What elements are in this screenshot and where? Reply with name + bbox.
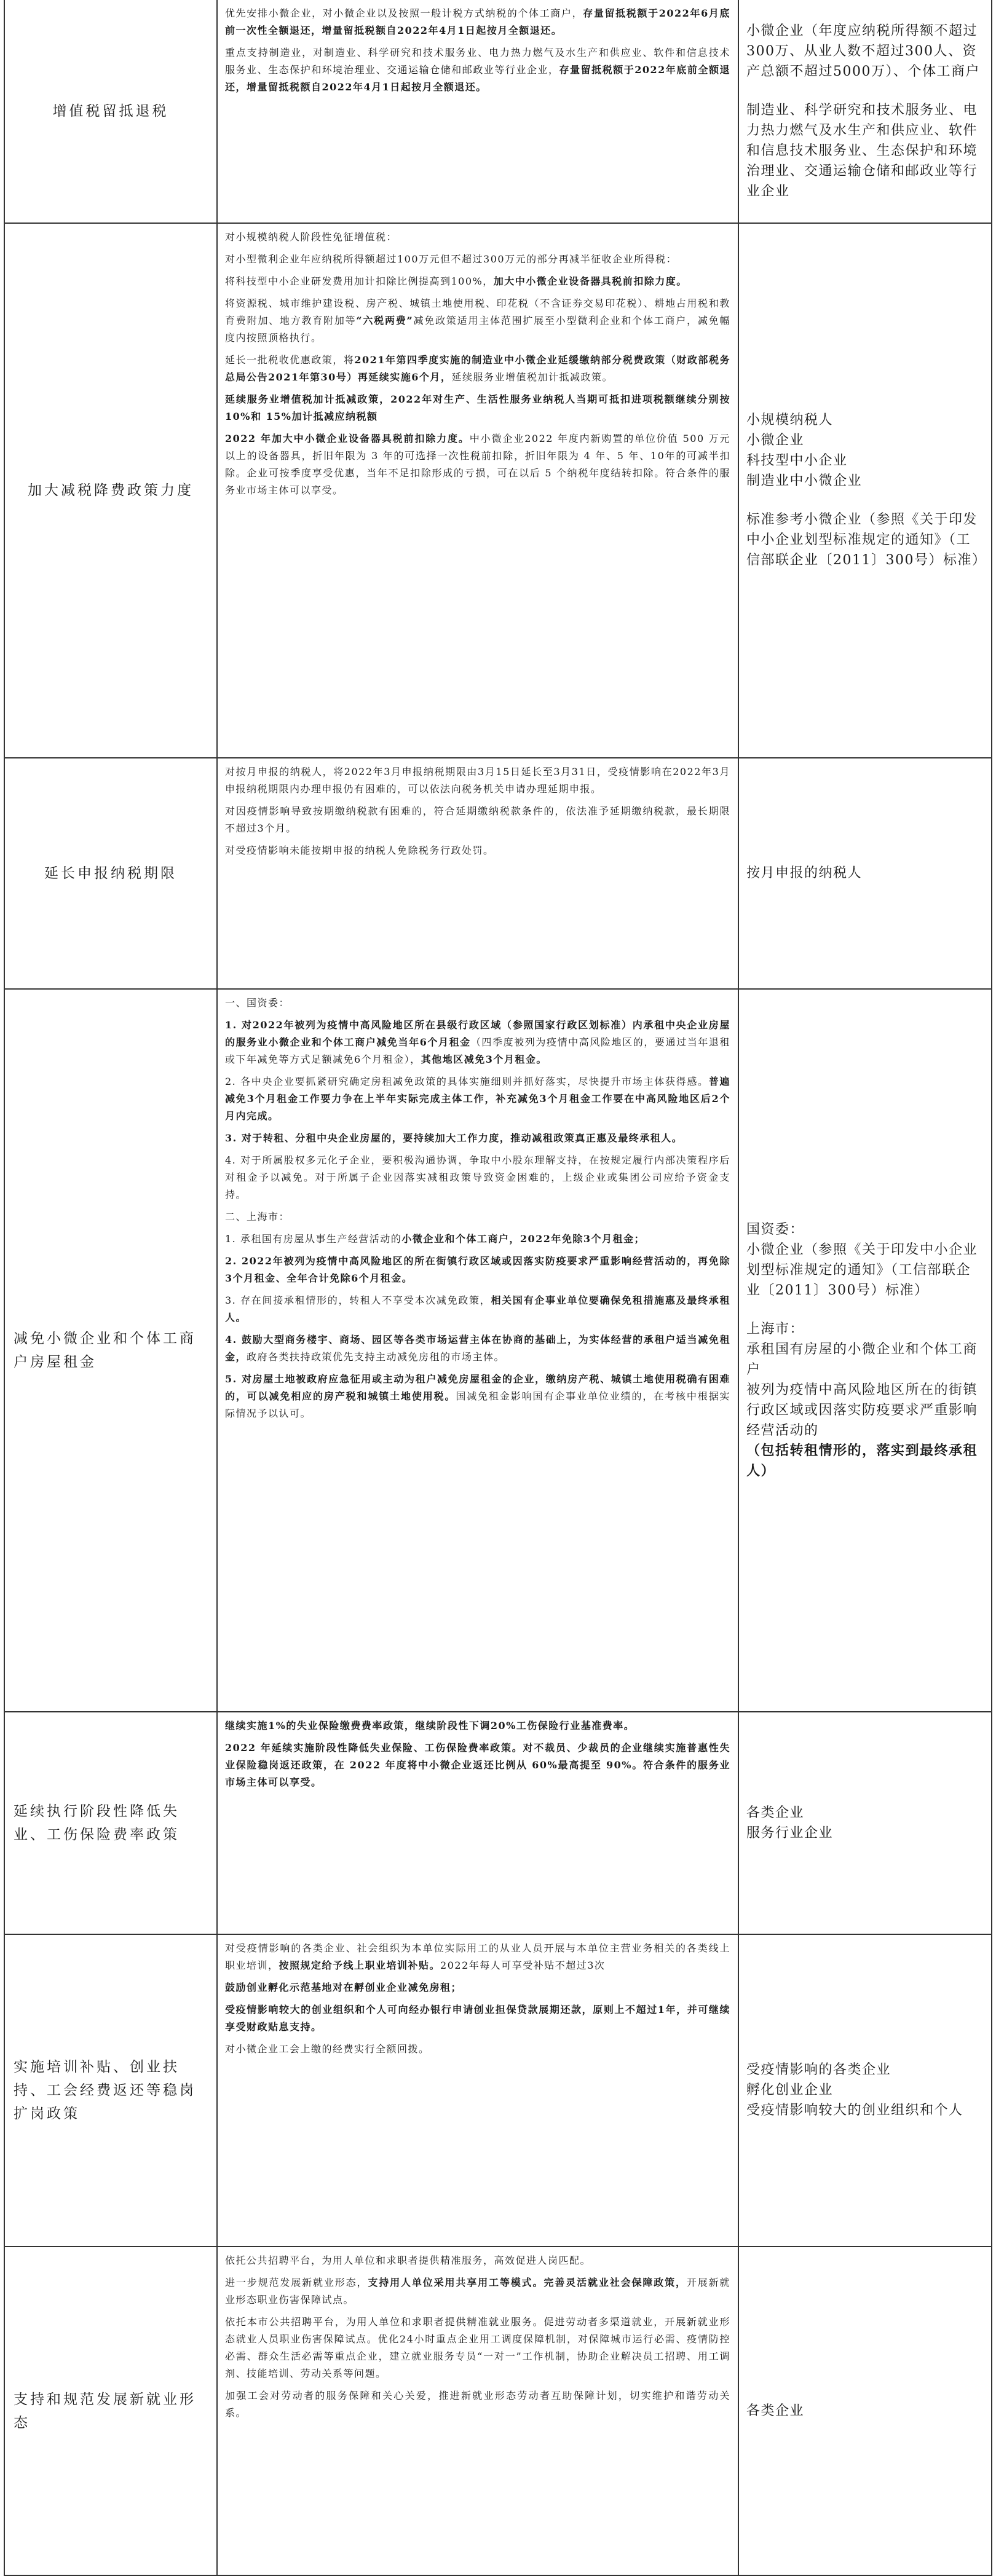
- policy-paragraph: [225, 1331, 730, 1366]
- policy-text: 对受疫情影响未能按期申报的纳税人免除税务行政处罚。: [225, 844, 494, 856]
- target-line: [746, 82, 984, 100]
- policy-text-bold: 普遍减免3个月租金工作要力争在上半年实际完成主体工作，补充减免3个月租金工作要在中高风险地区后2个月内完成。: [225, 1075, 730, 1122]
- policy-text-bold: 受疫情影响较大的创业组织和个人可向经办银行申请创业担保贷款展期还款，原则上不超过1年，并可继续享受财政贴息支持。: [225, 2003, 730, 2033]
- policy-text: 依托公共招聘平台，为用人单位和求职者提供精准服务，高效促进人岗匹配。: [225, 2255, 591, 2267]
- policy-text: 延长一批税收优惠政策，将: [225, 353, 355, 366]
- policy-text: 优先安排小微企业，对小微企业以及按照一般计税方式纳税的个体工商户，: [225, 7, 583, 19]
- policy-text-bold: 5. 对房屋土地被政府应急征用或主动为租户减免房屋租金的企业，缴纳房产税、城镇土地使用税确有困难的，可以减免相应的房产税和城镇土地使用税。: [225, 1373, 730, 1402]
- policy-text-bold: 支持用人单位采用共享用工等模式。完善灵活就业社会保障政策，: [368, 2277, 687, 2289]
- target-line: 标准参考小微企业（参照《关于印发中小企业划型标准规定的通知》（工信部联企业〔2011〕300号）标准）: [746, 512, 987, 569]
- policy-text: 中小微企业2022 年度内新购置的单位价值 500 万元以上的设备器具，折旧年限为 3 年的可选择一次性税前扣除，折旧年限为 4 年、5 年、10年的可减半扣除。企业可按季度享受优惠，当年不足扣除形成的亏损，可在以后 5 个纳税年度结转扣除。符合条件的服务业市场主体可以享受。: [225, 432, 730, 496]
- policy-category-label: 延续执行阶段性降低失业、工伤保险费率政策: [14, 1803, 180, 1843]
- policy-paragraph: [225, 1017, 730, 1068]
- policy-text-bold: 存量留抵税额于2022年6月底前一次性全额退还，增量留抵税额自2022年4月1日起按月全额退还。: [225, 7, 730, 36]
- target-line: [746, 1301, 984, 1319]
- target-line: 制造业、科学研究和技术服务业、电力热力燃气及水生产和供应业、软件和信息技术服务业、生态保护和环境治理业、交通运输仓储和邮政业等行业企业: [746, 102, 978, 199]
- policy-paragraph: [225, 1292, 730, 1326]
- policy-content: [218, 758, 739, 988]
- policy-category-label: 支持和规范发展新就业形态: [14, 2391, 196, 2431]
- target-audience: [739, 224, 991, 757]
- target-line: 上海市：: [746, 1321, 805, 1337]
- table-row: [5, 1934, 991, 2247]
- target-line: 小微企业（年度应纳税所得额不超过300万、从业人数不超过300人、资产总额不超过5000万）、个体工商户: [746, 23, 980, 79]
- policy-category-label: 减免小微企业和个体工商户房屋租金: [14, 1330, 196, 1370]
- target-line: （包括转租情形的，落实到最终承租人）: [746, 1442, 978, 1479]
- policy-category-label: 加大减税降费政策力度: [28, 482, 194, 498]
- policy-paragraph: [225, 2041, 730, 2058]
- target-line: 按月申报的纳税人: [746, 865, 863, 881]
- policy-paragraph: [225, 1979, 730, 1996]
- target-line: [746, 491, 984, 510]
- target-audience: [739, 2247, 991, 2574]
- policy-text: 4. 对于所属股权多元化子企业，要积极沟通协调，争取中小股东理解支持，在按规定履行内部决策程序后对租金予以减免。对于所属子企业因落实减租政策导致资金困难的，上级企业或集团公司应给予资金支持。: [225, 1154, 730, 1200]
- policy-text-bold: 鼓励创业孵化示范基地对在孵创业企业减免房租；: [225, 1981, 462, 1993]
- policy-paragraph: [225, 1073, 730, 1125]
- policy-text: 重点支持制造业，对制造业、科学研究和技术服务业、电力热力燃气及水生产和供应业、软件和信息技术服务业、生态保护和环境治理业、交通运输仓储和邮政业等行业企业，: [225, 47, 730, 76]
- policy-text: 国减免租金影响国有企事业单位业绩的，在考核中根据实际情况予以认可。: [225, 1390, 730, 1419]
- target-line: 各类企业: [746, 1805, 805, 1821]
- policy-text-bold: 其他地区减免3个月租金。: [421, 1053, 547, 1065]
- target-audience: [739, 1712, 991, 1934]
- policy-text: 对小微企业工会上缴的经费实行全额回拨。: [225, 2042, 430, 2055]
- policy-content: [218, 224, 739, 757]
- target-audience: [739, 990, 991, 1711]
- policy-paragraph: [225, 229, 730, 246]
- policy-text-bold: 2021年第四季度实施的制造业中小微企业延缓缴纳部分税费政策（财政部税务总局公告2021年第30号）再延续实施6个月，: [225, 353, 730, 383]
- policy-text-bold: “六税两费”: [356, 314, 414, 326]
- target-audience: [739, 1935, 991, 2247]
- table-row: [5, 1711, 991, 1934]
- policy-text: 将科技型中小企业研发费用加计扣除比例提高到100%，: [225, 275, 494, 287]
- policy-text-bold: 2022 年加大中小微企业设备器具税前扣除力度。: [225, 432, 470, 444]
- policy-content: [218, 1712, 739, 1934]
- table-row: [5, 757, 991, 988]
- policy-text: 对小规模纳税人阶段性免征增值税：: [225, 230, 398, 243]
- target-line: 孵化创业企业: [746, 2082, 834, 2098]
- policy-table: [4, 0, 992, 2576]
- policy-paragraph: [225, 295, 730, 347]
- policy-content: [218, 2247, 739, 2574]
- policy-text-bold: 小微企业和个体工商户，2022年免除3个月租金；: [401, 1232, 646, 1245]
- policy-text: 加强工会对劳动者的服务保障和关心关爱，推进新就业形态劳动者互助保障计划，切实维护和谐劳动关系。: [225, 2390, 730, 2419]
- policy-text: 依托本市公共招聘平台，为用人单位和求职者提供精准就业服务。促进劳动者多渠道就业，开展新就业形态就业人员职业伤害保障试点。优化24小时重点企业用工调度保障机制，对保障城市运行必需、疫情防控必需、群众生活必需等重点企业，建立就业服务专员“一对一”工作机制，协助企业解决员工招聘、用工调剂、技能培训、劳动关系等问题。: [225, 2316, 730, 2380]
- policy-text-bold: 存量留抵税额于2022年底前全额退还，增量留抵税额自2022年4月1日起按月全额退还。: [225, 64, 730, 93]
- policy-text: 3. 存在间接承租情形的，转租人不享受本次减免政策，: [225, 1294, 491, 1306]
- policy-paragraph: [225, 5, 730, 39]
- policy-paragraph: [225, 1130, 730, 1147]
- policy-text-bold: 延续服务业增值税加计抵减政策，2022年对生产、生活性服务业纳税人当期可抵扣进项税额继续分别按 10%和 15%加计抵减应纳税额: [225, 393, 730, 422]
- target-line: 科技型中小企业: [746, 453, 848, 469]
- policy-category-label: 实施培训补贴、创业扶持、工会经费返还等稳岗扩岗政策: [14, 2058, 196, 2122]
- table-row: [5, 0, 991, 223]
- target-line: 服务行业企业: [746, 1825, 834, 1841]
- policy-text-bold: 2022 年延续实施阶段性降低失业保险、工伤保险费率政策。对不裁员、少裁员的企业继续实施普惠性失业保险稳岗返还政策，在 2022 年度将中小微企业返还比例从 60%最高提至 90%。符合条件的服务业市场主体可以享受。: [225, 1741, 730, 1788]
- target-line: 小微企业: [746, 433, 805, 449]
- policy-paragraph: [225, 352, 730, 386]
- policy-paragraph: [225, 1717, 730, 1735]
- policy-text: 2022年每人可享受补贴不超过3次: [440, 1959, 606, 1971]
- policy-paragraph: [225, 995, 730, 1012]
- policy-category-label: 延长申报纳税期限: [44, 865, 177, 881]
- policy-text: 政府各类扶持政策优先支持主动减免房租的市场主体。: [247, 1350, 505, 1363]
- policy-text-bold: 2. 2022年被列为疫情中高风险地区的所在街镇行政区域或因落实防疫要求严重影响经营活动的，再免除3个月租金、全年合计免除6个月租金。: [225, 1255, 730, 1284]
- target-line: 受疫情影响的各类企业: [746, 2062, 891, 2078]
- policy-text-bold: 1. 对2022年被列为疫情中高风险地区所在县级行政区域（参照国家行政区划标准）内承租中央企业房屋的服务业小微企业和个体工商户减免当年6个月租金: [225, 1018, 730, 1048]
- target-line: 受疫情影响较大的创业组织和个人: [746, 2103, 963, 2119]
- policy-paragraph: [225, 1152, 730, 1203]
- policy-text: 对按月申报的纳税人，将2022年3月申报纳税期限由3月15日延长至3月31日，受疫情影响在2022年3月申报纳税期限内办理申报仍有困难的，可以依法向税务机关申请办理延期申报。: [225, 765, 730, 795]
- policy-paragraph: [225, 803, 730, 837]
- table-row: [5, 223, 991, 757]
- policy-content: [218, 990, 739, 1711]
- policy-category: [5, 1935, 218, 2247]
- target-line: 小规模纳税人: [746, 412, 834, 428]
- policy-text-bold: 3. 对于转租、分租中央企业房屋的，要持续加大工作力度，推动减租政策真正惠及最终承租人。: [225, 1132, 683, 1144]
- target-line: 国资委：: [746, 1221, 805, 1237]
- policy-paragraph: [225, 763, 730, 798]
- policy-paragraph: [225, 842, 730, 859]
- policy-paragraph: [225, 1231, 730, 1248]
- policy-paragraph: [225, 2314, 730, 2382]
- policy-text: 延续服务业增值税加计抵减政策。: [451, 371, 613, 383]
- policy-category: [5, 990, 218, 1711]
- policy-text: 二、上海市：: [225, 1210, 290, 1223]
- target-audience: [739, 0, 991, 223]
- policy-text: 对小型微利企业年应纳税所得额超过100万元但不超过300万元的部分再减半征收企业所得税：: [225, 253, 678, 265]
- policy-category: [5, 2247, 218, 2574]
- policy-text: 将资源税、城市维护建设税、房产税、城镇土地使用税、印花税（不含证券交易印花税）、耕地占用税和教育费附加、地方教育附加等: [225, 297, 730, 326]
- policy-paragraph: [225, 1739, 730, 1791]
- policy-text: 开展新就业形态职业伤害保障试点。: [225, 2277, 730, 2306]
- policy-text-bold: 加大中小微企业设备器具税前扣除力度。: [493, 275, 687, 287]
- policy-paragraph: [225, 44, 730, 96]
- policy-text: 减免政策适用主体范围扩展至小型微利企业和个体工商户，: [413, 314, 698, 326]
- policy-text-bold: 相关国有企事业单位要确保免租措施惠及最终承租人。: [225, 1294, 730, 1323]
- policy-paragraph: [225, 2252, 730, 2269]
- policy-text-bold: 按照规定给予线上职业培训补贴。: [279, 1959, 441, 1971]
- policy-text: 对受疫情影响的各类企业、社会组织为本单位实际用工的从业人员开展与本单位主营业务相关的各类线上职业培训，: [225, 1942, 730, 1971]
- policy-text-bold: 4. 鼓励大型商务楼宇、商场、园区等各类市场运营主体在协商的基础上，为实体经营的承租户适当减免租金，: [225, 1333, 730, 1363]
- policy-paragraph: [225, 273, 730, 290]
- policy-content: [218, 0, 739, 223]
- policy-category: [5, 0, 218, 223]
- target-line: 制造业中小微企业: [746, 473, 863, 489]
- policy-paragraph: [225, 2274, 730, 2309]
- policy-paragraph: [225, 1208, 730, 1226]
- policy-text: 1. 承租国有房屋从事生产经营活动的: [225, 1232, 402, 1245]
- policy-paragraph: [225, 2387, 730, 2422]
- target-line: 小微企业（参照《关于印发中小企业划型标准规定的通知》（工信部联企业〔2011〕300号）标准）: [746, 1242, 978, 1298]
- policy-paragraph: [225, 1253, 730, 1287]
- table-row: [5, 988, 991, 1711]
- target-line: 被列为疫情中高风险地区所在的街镇行政区域或因落实防疫要求严重影响经营活动的: [746, 1382, 978, 1438]
- policy-text: 减免幅度内按照顶格执行。: [225, 314, 730, 344]
- policy-text-bold: 继续实施1%的失业保险缴费费率政策，继续阶段性下调20%工伤保险行业基准费率。: [225, 1719, 635, 1731]
- policy-text: 2. 各中央企业要抓紧研究确定房租减免政策的具体实施细则并抓好落实，尽快提升市场主体获得感。: [225, 1075, 709, 1087]
- table-row: [5, 2246, 991, 2574]
- policy-text: 进一步规范发展新就业形态，: [225, 2277, 368, 2289]
- policy-paragraph: [225, 1371, 730, 1422]
- target-line: 各类企业: [746, 2403, 805, 2419]
- policy-content: [218, 1935, 739, 2247]
- policy-text: 对因疫情影响导致按期缴纳税款有困难的，符合延期缴纳税款条件的，依法准予延期缴纳税款，最长期限不超过3个月。: [225, 805, 730, 834]
- policy-category-label: 增值税留抵退税: [52, 103, 169, 119]
- policy-paragraph: [225, 430, 730, 499]
- policy-paragraph: [225, 251, 730, 268]
- policy-paragraph: [225, 391, 730, 425]
- policy-category: [5, 1712, 218, 1934]
- target-audience: [739, 758, 991, 988]
- policy-category: [5, 758, 218, 988]
- target-line: 承租国有房屋的小微企业和个体工商户: [746, 1341, 978, 1377]
- policy-paragraph: [225, 1940, 730, 1974]
- policy-category: [5, 224, 218, 757]
- policy-text: （四季度被列为疫情中高风险地区的，要通过当年退租或下年减免等方式足额减免6个月租金），: [225, 1036, 730, 1065]
- policy-text: 一、国资委：: [225, 996, 290, 1009]
- policy-paragraph: [225, 2001, 730, 2036]
